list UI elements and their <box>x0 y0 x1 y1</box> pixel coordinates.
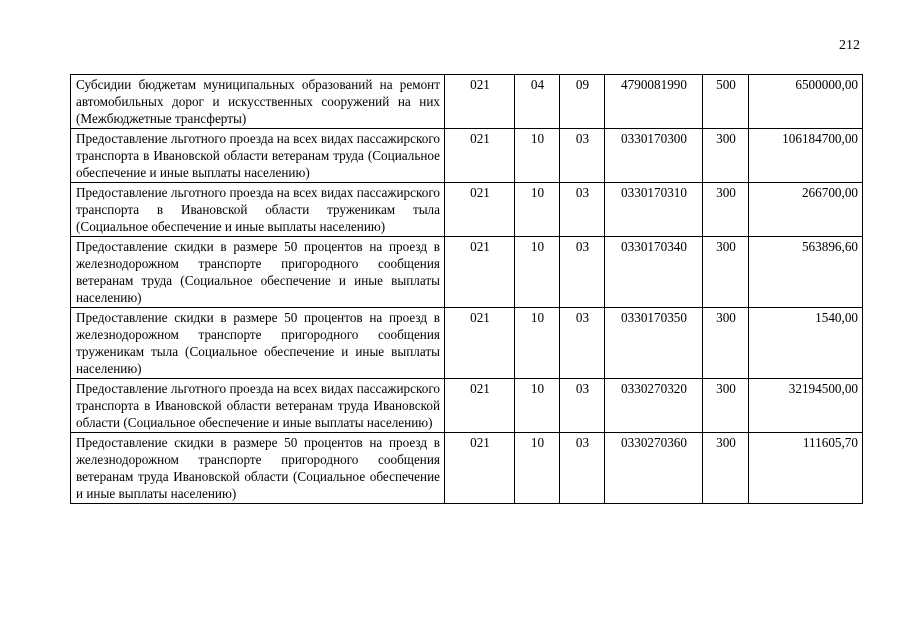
row-description: Предоставление скидки в размере 50 процентов на проезд в железнодорожном транспорте пригородного сообщения ветеранам труда (Социальное обеспечение и иные выплаты населению) <box>71 237 445 308</box>
table-row <box>71 433 863 504</box>
expense-type-code: 300 <box>703 129 749 183</box>
subsection-code: 03 <box>560 183 605 237</box>
row-description: Предоставление льготного проезда на всех видах пассажирского транспорта в Ивановской области труженикам тыла (Социальное обеспечение и иные выплаты населению) <box>71 183 445 237</box>
expense-type-code: 300 <box>703 183 749 237</box>
section-code: 10 <box>515 237 560 308</box>
section-code: 10 <box>515 129 560 183</box>
row-description: Предоставление скидки в размере 50 процентов на проезд в железнодорожном транспорте пригородного сообщения ветеранам труда Ивановской области (Социальное обеспечение и иные выплаты населению) <box>71 433 445 504</box>
budget-table <box>70 74 863 504</box>
section-code: 10 <box>515 379 560 433</box>
row-description: Предоставление скидки в размере 50 процентов на проезд в железнодорожном транспорте пригородного сообщения труженикам тыла (Социальное обеспечение и иные выплаты населению) <box>71 308 445 379</box>
ministry-code: 021 <box>445 183 515 237</box>
subsection-code: 03 <box>560 433 605 504</box>
table-row <box>71 379 863 433</box>
amount: 6500000,00 <box>749 75 863 129</box>
target-code: 0330170340 <box>605 237 703 308</box>
expense-type-code: 500 <box>703 75 749 129</box>
ministry-code: 021 <box>445 237 515 308</box>
ministry-code: 021 <box>445 379 515 433</box>
expense-type-code: 300 <box>703 237 749 308</box>
amount: 111605,70 <box>749 433 863 504</box>
subsection-code: 03 <box>560 129 605 183</box>
expense-type-code: 300 <box>703 308 749 379</box>
section-code: 10 <box>515 433 560 504</box>
expense-type-code: 300 <box>703 379 749 433</box>
expense-type-code: 300 <box>703 433 749 504</box>
amount: 1540,00 <box>749 308 863 379</box>
amount: 32194500,00 <box>749 379 863 433</box>
row-description: Предоставление льготного проезда на всех видах пассажирского транспорта в Ивановской области ветеранам труда (Социальное обеспечение и иные выплаты населению) <box>71 129 445 183</box>
ministry-code: 021 <box>445 75 515 129</box>
target-code: 4790081990 <box>605 75 703 129</box>
target-code: 0330170300 <box>605 129 703 183</box>
section-code: 10 <box>515 183 560 237</box>
table-row <box>71 129 863 183</box>
amount: 106184700,00 <box>749 129 863 183</box>
target-code: 0330170310 <box>605 183 703 237</box>
amount: 563896,60 <box>749 237 863 308</box>
subsection-code: 03 <box>560 237 605 308</box>
table-row <box>71 237 863 308</box>
ministry-code: 021 <box>445 308 515 379</box>
target-code: 0330170350 <box>605 308 703 379</box>
target-code: 0330270360 <box>605 433 703 504</box>
amount: 266700,00 <box>749 183 863 237</box>
subsection-code: 09 <box>560 75 605 129</box>
table-row <box>71 75 863 129</box>
table-row <box>71 183 863 237</box>
row-description: Предоставление льготного проезда на всех видах пассажирского транспорта в Ивановской области ветеранам труда Ивановской области (Социальное обеспечение и иные выплаты населению) <box>71 379 445 433</box>
row-description: Субсидии бюджетам муниципальных образований на ремонт автомобильных дорог и искусственных сооружений на них (Межбюджетные трансферты) <box>71 75 445 129</box>
section-code: 04 <box>515 75 560 129</box>
page-number: 212 <box>839 38 860 53</box>
subsection-code: 03 <box>560 379 605 433</box>
target-code: 0330270320 <box>605 379 703 433</box>
table-row <box>71 308 863 379</box>
subsection-code: 03 <box>560 308 605 379</box>
ministry-code: 021 <box>445 433 515 504</box>
section-code: 10 <box>515 308 560 379</box>
ministry-code: 021 <box>445 129 515 183</box>
